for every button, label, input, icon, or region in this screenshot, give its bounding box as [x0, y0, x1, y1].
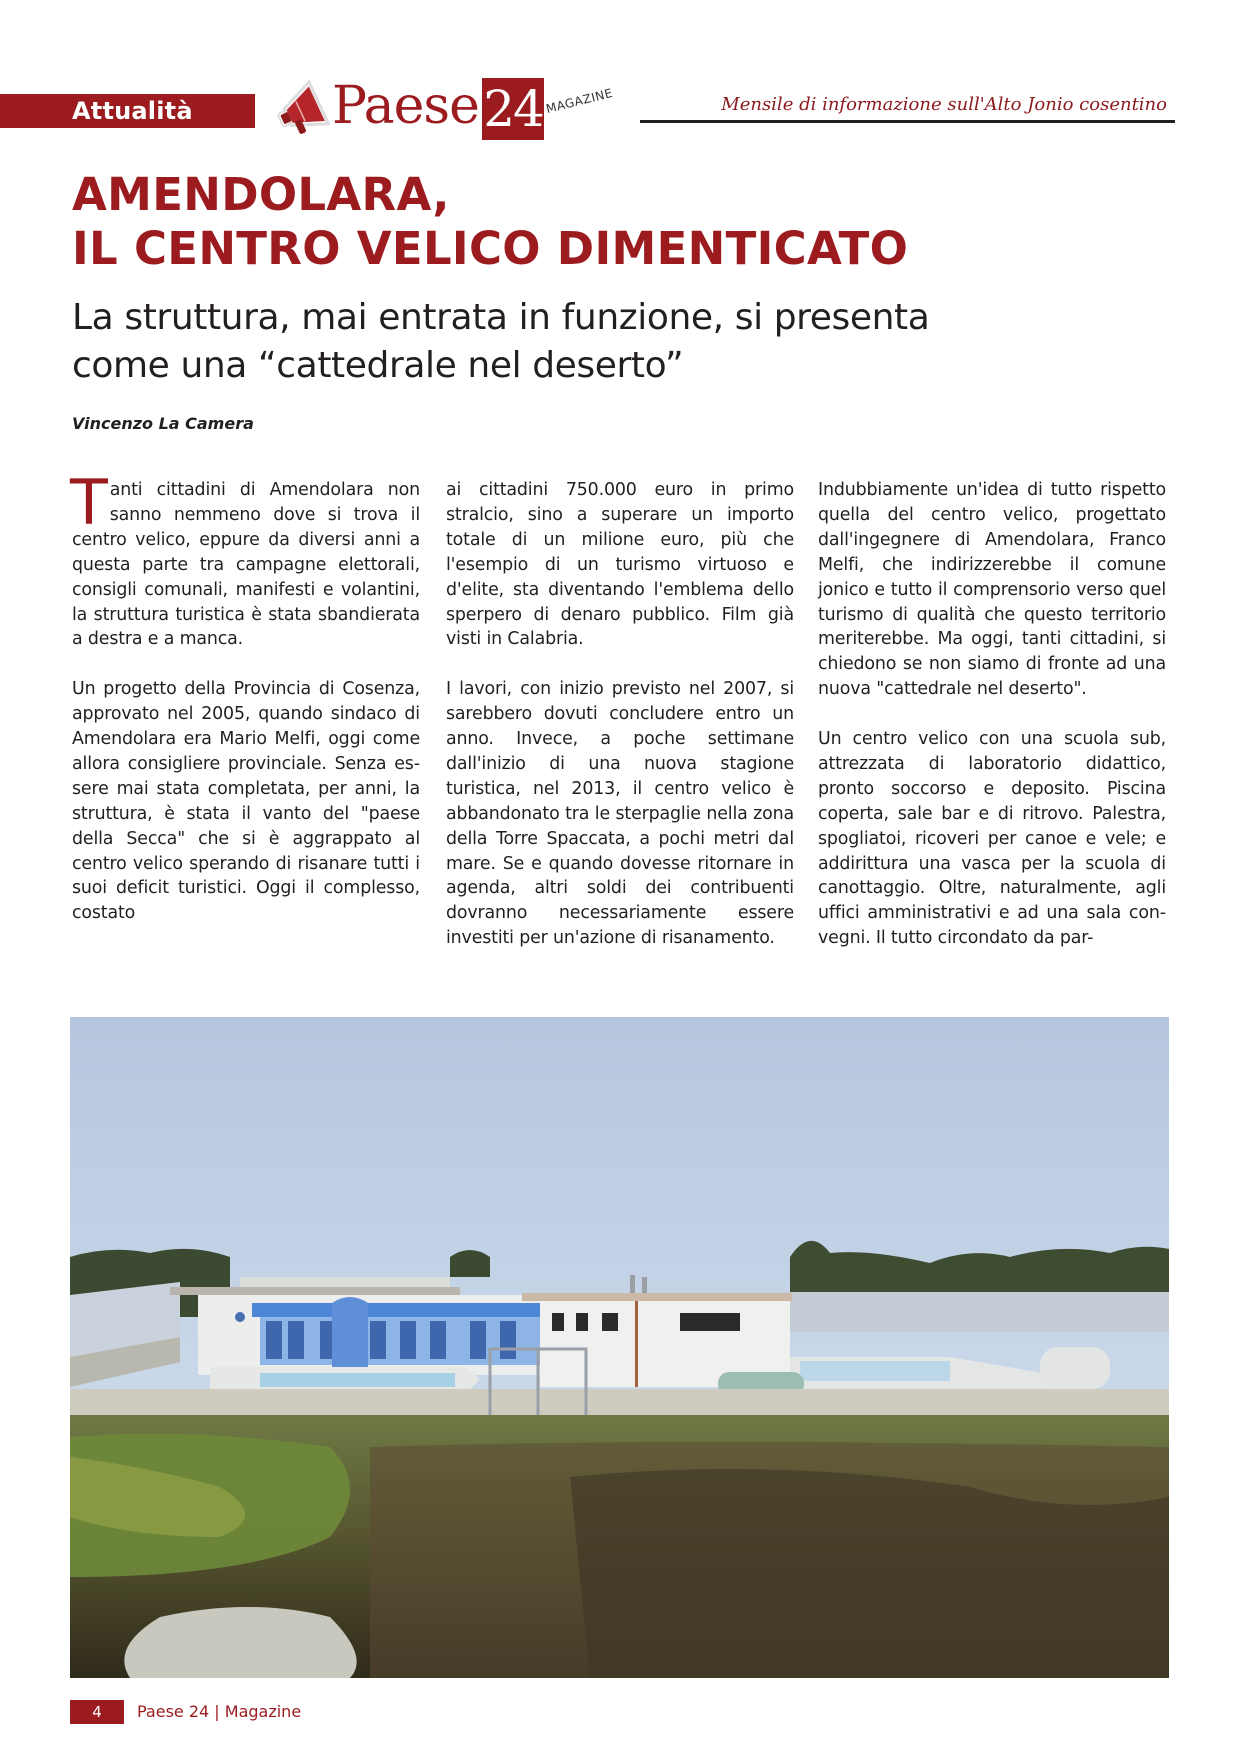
logo-subtitle: MAGAZINE: [544, 85, 615, 116]
paragraph: I lavori, con inizio previsto nel 2007, si sarebbero dovuti concludere entro un anno. Invece, a poche settimane dall'inizio di una nuova stagione turistica, nel 2013, il centro velico è abbandonato tra le sterpaglie nella zona della Torre Spaccata, a pochi metri dal mare. Se e quando dovesse ritornare in agenda, altri soldi dei contribuenti dovranno necessariamente essere investiti per un'azione di risanamento.: [446, 679, 794, 949]
logo-number: 24: [483, 80, 543, 138]
article-photo: [70, 1017, 1169, 1678]
drop-cap: T: [70, 466, 108, 539]
photo-abandoned-sailing-center: [70, 1017, 1169, 1678]
column-3: [818, 478, 1166, 951]
section-label: Attualità: [72, 97, 193, 125]
article-title: [72, 168, 1172, 276]
paragraph: [70, 466, 420, 652]
paragraph: Un progetto della Provincia di Cosenza, approvato nel 2005, quando sindaco di Amendolara era Mario Melfi, oggi come allora consigliere provinciale. Senza essere mai stata completata, per anni, la struttura, è stata il vanto del "paese della Secca" che si è aggrappato al centro velico sperando di risanare tutti i suoi deficit turistici. Oggi il complesso, costato: [72, 679, 420, 924]
tagline-rule: [640, 94, 1175, 123]
author-byline: Vincenzo La Camera: [72, 414, 254, 433]
title-line: AMENDOLARA,: [72, 168, 450, 221]
paragraph-text: anti cittadini di Amendolara non sanno nemmeno dove si trova il centro velico, eppure da diversi anni a questa parte tra campagne elettorali, consigli comunali, manifesti e volantini, la struttura turistica è stata sbandierata a destra e a manca.: [72, 480, 420, 650]
column-2: [446, 478, 794, 951]
column-1: [70, 466, 420, 926]
tagline: Mensile di informazione sull'Alto Jonio cosentino: [721, 94, 1167, 115]
paragraph: ai cittadini 750.000 euro in primo stralcio, sino a superare un importo totale di un milione euro, più che l'esempio di un turismo virtuoso e d'elite, sta diventando l'emblema dello sperpero di denaro pubblico. Film già visti in Calabria.: [446, 480, 794, 650]
paragraph: Un centro velico con una scuola sub, attrezzata di laboratorio didattico, pronto soccorso e deposito. Piscina coperta, sale bar e di ritrovo. Palestra, spogliatoi, ricoveri per canoe e vele; e addirittura una vasca per la scuola di canottaggio. Oltre, naturalmente, agli uffici amministrativi e ad una sala convegni. Il tutto circondato da par-: [818, 729, 1166, 949]
title-line: IL CENTRO VELICO DIMENTICATO: [72, 222, 909, 275]
subtitle-line: La struttura, mai entrata in funzione, si presenta: [72, 297, 930, 338]
paragraph: Indubbiamente un'idea di tutto rispetto quella del centro velico, progettato dall'ingegnere di Amendolara, Franco Melfi, che indirizzerebbe il comune jonico e tutto il comprensorio verso quel turismo di qualità che questo territorio meriterebbe. Ma oggi, tanti cittadini, si chiedono se non siamo di fronte ad una nuova "cattedrale nel deserto".: [818, 480, 1166, 700]
subtitle-line: come una “cattedrale nel deserto”: [72, 345, 684, 386]
megaphone-icon: [270, 80, 332, 140]
magazine-logo: [270, 74, 640, 146]
logo-wordmark: Paese: [332, 76, 479, 136]
page-number: 4: [92, 1703, 102, 1721]
footer-publication: Paese 24 | Magazine: [137, 1702, 302, 1721]
article-subtitle: [72, 294, 1172, 390]
